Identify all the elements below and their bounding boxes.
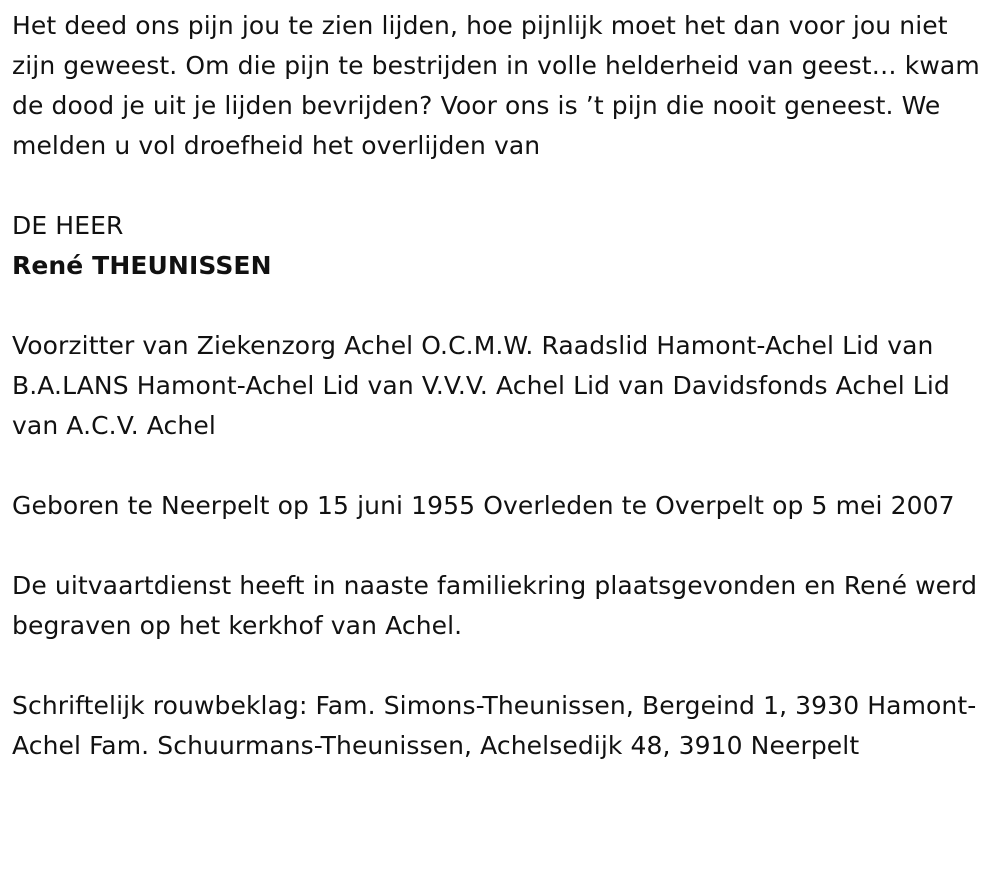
condolences-paragraph: Schriftelijk rouwbeklag: Fam. Simons-Theunissen, Bergeind 1, 3930 Hamont-Achel Fam. Schuurmans-Theunissen, Achelsedijk 48, 3910 Neerpelt [12, 691, 977, 760]
funeral-paragraph: De uitvaartdienst heeft in naaste familiekring plaatsgevonden en René werd begraven op het kerkhof van Achel. [12, 571, 978, 640]
birth-death-paragraph: Geboren te Neerpelt op 15 juni 1955 Overleden te Overpelt op 5 mei 2007 [12, 491, 955, 520]
intro-paragraph: Het deed ons pijn jou te zien lijden, hoe pijnlijk moet het dan voor jou niet zijn geweest. Om die pijn te bestrijden in volle helderheid van geest… kwam de dood je uit je lijden bevrijden? Voor ons is ’t pijn die nooit geneest. We melden u vol droefheid het overlijden van [12, 11, 980, 160]
honorific: DE HEER [12, 211, 124, 240]
deceased-name: René THEUNISSEN [12, 251, 272, 280]
roles-paragraph: Voorzitter van Ziekenzorg Achel O.C.M.W. Raadslid Hamont-Achel Lid van B.A.LANS Hamont-Achel Lid van V.V.V. Achel Lid van Davidsfonds Achel Lid van A.C.V. Achel [12, 331, 950, 440]
